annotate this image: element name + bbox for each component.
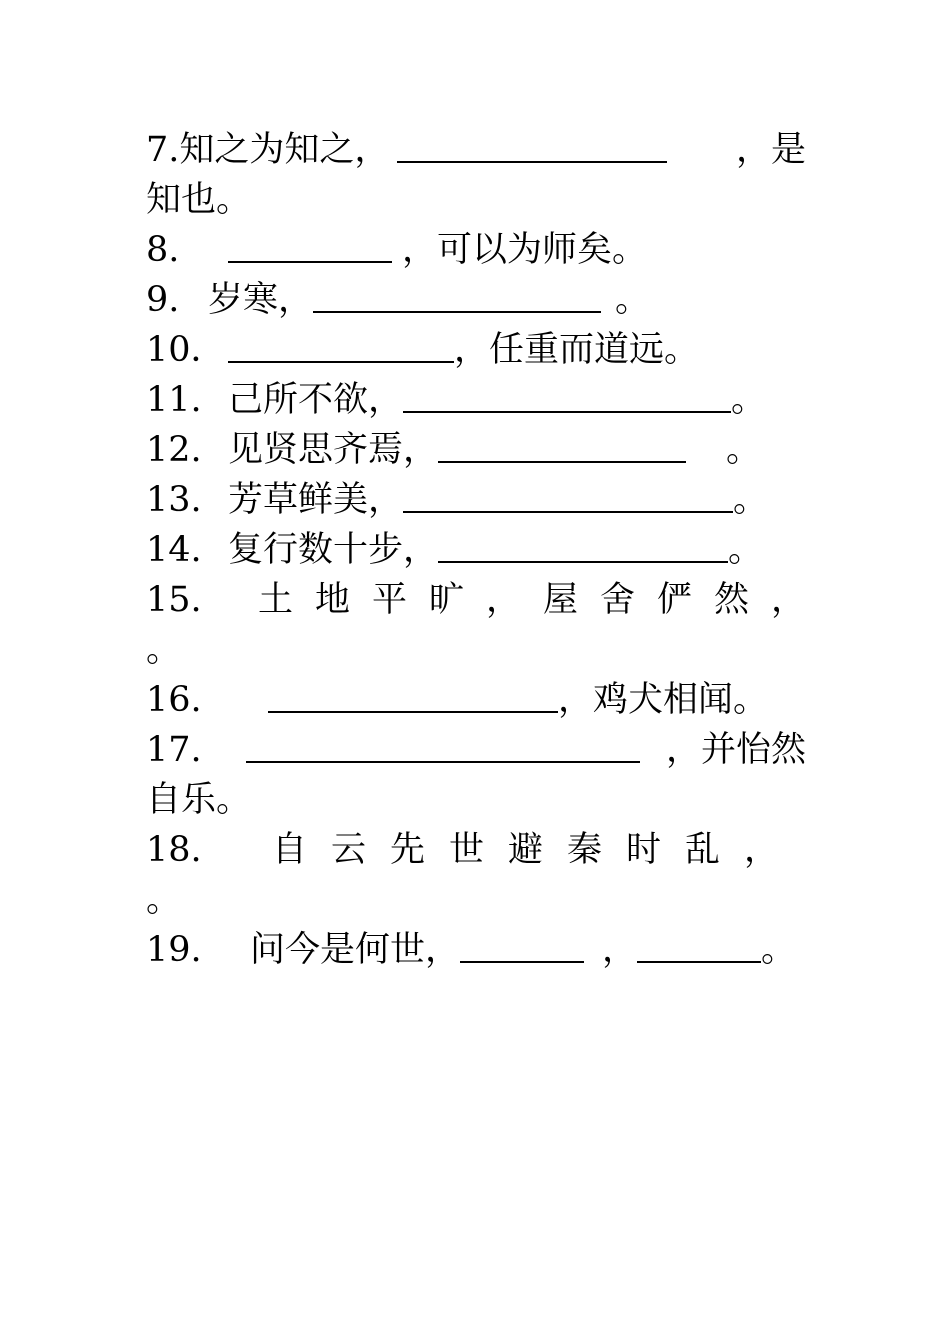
answer-blank-2[interactable]: [637, 927, 761, 963]
question-17-continued: [146, 775, 806, 825]
question-text-end: 。: [728, 530, 764, 570]
answer-blank[interactable]: [403, 477, 733, 513]
question-text-end: 。: [726, 430, 762, 470]
question-11: [146, 375, 806, 425]
question-18: [146, 825, 806, 875]
question-number: 18.: [146, 830, 202, 870]
question-15-continued: [146, 625, 806, 675]
question-text: 知之为知之，: [179, 130, 390, 170]
question-text: 复行数十步，: [228, 530, 439, 570]
question-10: [146, 325, 806, 375]
question-number: 17.: [146, 730, 202, 770]
worksheet: [146, 125, 829, 975]
question-text-end: 。: [615, 280, 651, 320]
question-text-end: 。: [761, 930, 797, 970]
question-number: 12.: [146, 430, 202, 470]
question-text-end: ，是: [735, 130, 806, 170]
question-number: 14.: [146, 530, 202, 570]
answer-blank[interactable]: [228, 327, 454, 363]
question-text: 自云先世避秦时乱，: [272, 830, 804, 870]
question-number: 10．: [146, 330, 226, 370]
question-13: [146, 475, 806, 525]
question-number: 7.: [146, 130, 180, 170]
question-text-end: 。: [146, 630, 182, 670]
question-text-end: 。: [733, 480, 769, 520]
question-12: [146, 425, 806, 475]
question-number: 13.: [146, 480, 202, 520]
question-text: ，可以为师矣。: [402, 230, 648, 270]
question-separator: ，: [602, 930, 638, 970]
answer-blank[interactable]: [246, 727, 640, 763]
question-7-continued: [146, 175, 806, 225]
question-text: 芳草鲜美，: [228, 480, 404, 520]
question-text: 自乐。: [146, 780, 252, 820]
question-text: ，鸡犬相闻。: [558, 680, 769, 720]
answer-blank[interactable]: [438, 427, 686, 463]
question-number: 16.: [146, 680, 202, 720]
question-number: 11.: [146, 380, 202, 420]
question-number: 15.: [146, 580, 202, 620]
question-text: 问今是何世，: [250, 930, 461, 970]
answer-blank-1[interactable]: [460, 927, 584, 963]
answer-blank[interactable]: [228, 227, 392, 263]
question-18-continued: [146, 875, 806, 925]
question-number: 9.: [146, 280, 180, 320]
answer-blank[interactable]: [268, 677, 558, 713]
question-text-end: 。: [731, 380, 767, 420]
question-19: [146, 925, 806, 975]
answer-blank[interactable]: [313, 277, 601, 313]
question-14: [146, 525, 806, 575]
question-text: 岁寒，: [208, 280, 314, 320]
question-text: 知也。: [146, 180, 252, 220]
question-number: 8.: [146, 230, 180, 270]
question-text: ，任重而道远。: [454, 330, 700, 370]
answer-blank[interactable]: [438, 527, 728, 563]
question-text-end: 。: [146, 880, 182, 920]
question-17: [146, 725, 806, 775]
question-7: [146, 125, 806, 175]
question-text: 土地平旷，屋舍俨然，: [258, 580, 829, 620]
question-15: [146, 575, 829, 625]
answer-blank[interactable]: [397, 127, 667, 163]
question-text: 见贤思齐焉，: [228, 430, 439, 470]
question-16: [146, 675, 806, 725]
question-number: 19.: [146, 930, 202, 970]
question-9: [146, 275, 806, 325]
question-text: 己所不欲，: [228, 380, 404, 420]
question-text-end: ，并怡然: [665, 730, 806, 770]
answer-blank[interactable]: [403, 377, 731, 413]
question-8: [146, 225, 806, 275]
